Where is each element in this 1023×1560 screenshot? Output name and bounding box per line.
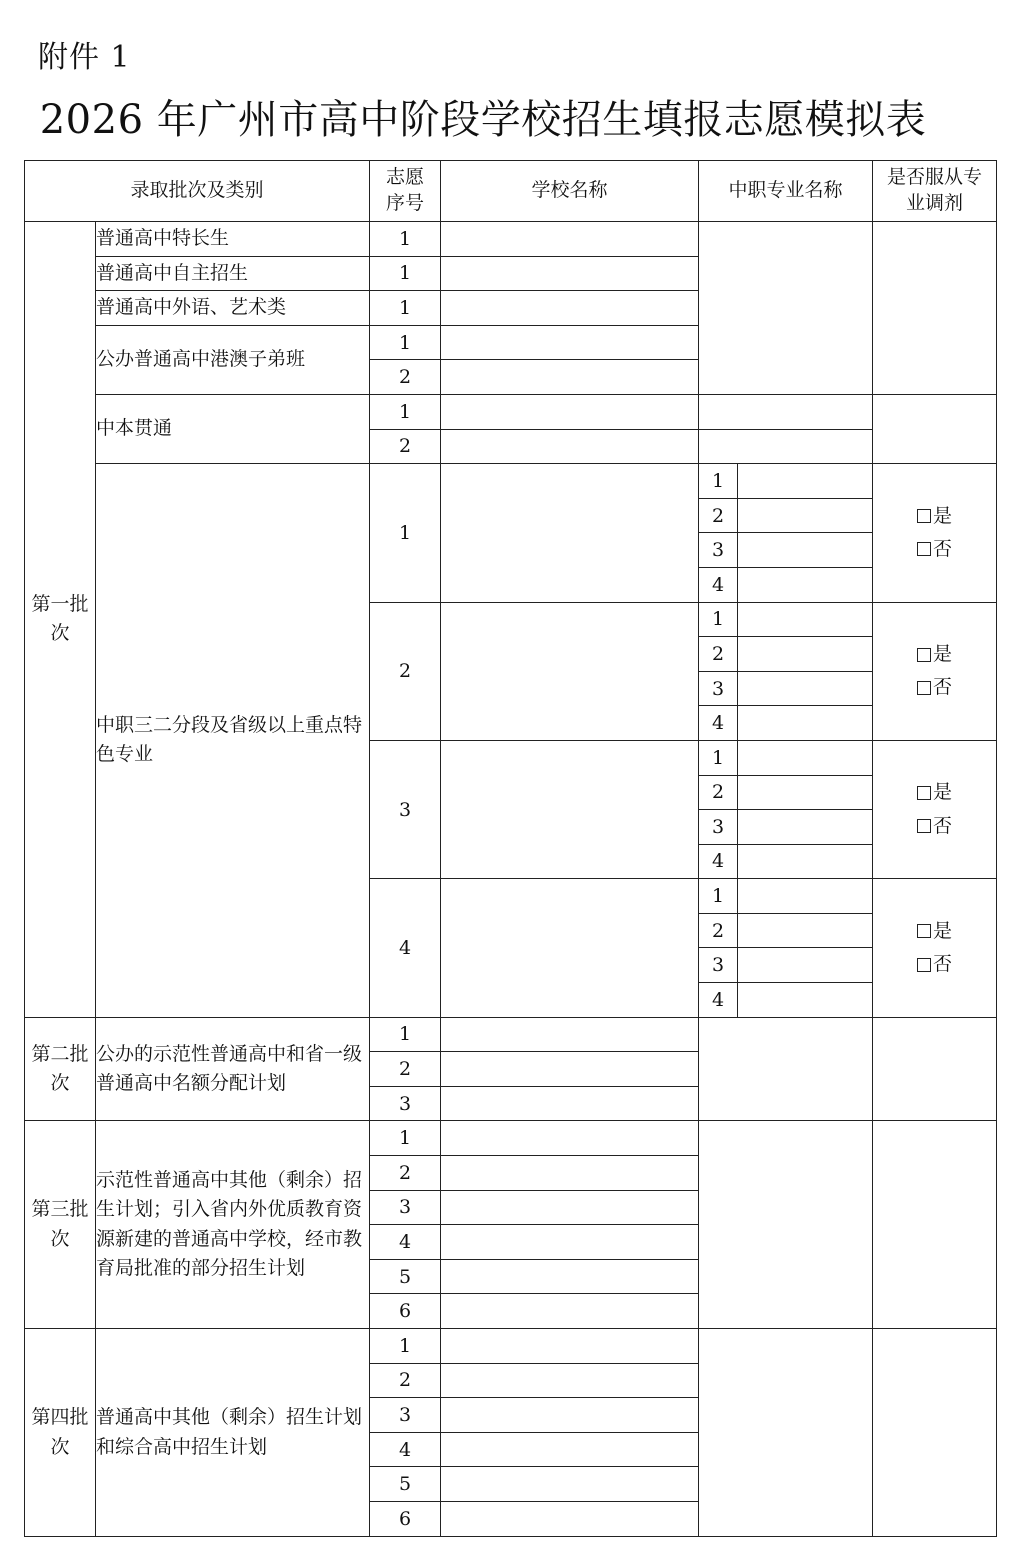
seq-number: 1 [370, 394, 441, 429]
school-name-input[interactable] [441, 256, 699, 291]
checkbox-yes[interactable] [917, 509, 931, 523]
school-name-input[interactable] [441, 879, 699, 1017]
adjust-choice-cell [873, 879, 997, 1017]
school-name-input[interactable] [441, 1501, 699, 1536]
major-name-cell [699, 1329, 873, 1537]
seq-number: 2 [370, 1156, 441, 1191]
major-name-input[interactable] [738, 740, 873, 775]
school-name-input[interactable] [441, 1156, 699, 1191]
category-label: 中本贯通 [96, 394, 370, 463]
major-name-input[interactable] [738, 533, 873, 568]
major-seq-number: 4 [699, 983, 738, 1018]
seq-number: 3 [370, 740, 441, 878]
major-seq-number: 2 [699, 637, 738, 672]
major-name-input[interactable] [699, 394, 873, 429]
major-seq-number: 2 [699, 498, 738, 533]
school-name-input[interactable] [441, 740, 699, 878]
major-name-input[interactable] [738, 567, 873, 602]
category-label: 中职三二分段及省级以上重点特色专业 [96, 464, 370, 1018]
adjust-choice-cell [873, 602, 997, 740]
school-name-input[interactable] [441, 222, 699, 257]
school-name-input[interactable] [441, 394, 699, 429]
header-batch-category: 录取批次及类别 [25, 161, 370, 222]
seq-number: 6 [370, 1294, 441, 1329]
seq-number: 2 [370, 429, 441, 464]
seq-number: 6 [370, 1501, 441, 1536]
adjust-option-label: 是 [933, 781, 953, 804]
batch-label: 第一批次 [25, 222, 96, 1018]
major-name-input[interactable] [699, 429, 873, 464]
school-name-input[interactable] [441, 1432, 699, 1467]
major-name-input[interactable] [738, 498, 873, 533]
adjust-choice-cell [873, 740, 997, 878]
major-seq-number: 4 [699, 567, 738, 602]
seq-number: 4 [370, 1225, 441, 1260]
adjust-cell [873, 394, 997, 463]
seq-number: 3 [370, 1398, 441, 1433]
major-seq-number: 3 [699, 671, 738, 706]
seq-number: 2 [370, 360, 441, 395]
seq-number: 4 [370, 879, 441, 1017]
school-name-input[interactable] [441, 1467, 699, 1502]
seq-number: 2 [370, 1052, 441, 1087]
category-label: 普通高中其他（剩余）招生计划和综合高中招生计划 [96, 1329, 370, 1537]
seq-number: 2 [370, 602, 441, 740]
school-name-input[interactable] [441, 1294, 699, 1329]
adjust-option-yes[interactable] [873, 776, 996, 809]
seq-number: 5 [370, 1259, 441, 1294]
major-seq-number: 2 [699, 775, 738, 810]
adjust-option-label: 否 [933, 814, 953, 837]
page-title: 2026 年广州市高中阶段学校招生填报志愿模拟表 [39, 97, 927, 143]
seq-number: 1 [370, 1329, 441, 1364]
adjust-option-no[interactable] [873, 810, 996, 843]
major-seq-number: 4 [699, 844, 738, 879]
major-name-input[interactable] [738, 879, 873, 914]
category-label: 普通高中外语、艺术类 [96, 291, 370, 326]
batch-label: 第二批次 [25, 1017, 96, 1121]
adjust-option-label: 是 [933, 504, 953, 527]
major-seq-number: 3 [699, 948, 738, 983]
adjust-option-no[interactable] [873, 533, 996, 566]
seq-number: 1 [370, 256, 441, 291]
adjust-option-label: 否 [933, 537, 953, 560]
school-name-input[interactable] [441, 602, 699, 740]
school-name-input[interactable] [441, 1259, 699, 1294]
school-name-input[interactable] [441, 1225, 699, 1260]
seq-number: 3 [370, 1086, 441, 1121]
major-name-input[interactable] [738, 983, 873, 1018]
category-label: 公办普通高中港澳子弟班 [96, 325, 370, 394]
checkbox-yes[interactable] [917, 924, 931, 938]
school-name-input[interactable] [441, 1052, 699, 1087]
seq-number: 2 [370, 1363, 441, 1398]
attachment-label: 附件 1 [38, 40, 131, 75]
school-name-input[interactable] [441, 464, 699, 602]
checkbox-yes[interactable] [917, 648, 931, 662]
adjust-option-yes[interactable] [873, 638, 996, 671]
major-name-cell [699, 222, 873, 395]
seq-number: 1 [370, 1017, 441, 1052]
major-name-input[interactable] [738, 464, 873, 499]
adjust-option-yes[interactable] [873, 500, 996, 533]
major-seq-number: 1 [699, 879, 738, 914]
major-name-input[interactable] [738, 844, 873, 879]
major-seq-number: 4 [699, 706, 738, 741]
seq-number: 3 [370, 1190, 441, 1225]
application-form-table [24, 160, 997, 1537]
adjust-cell [873, 1121, 997, 1329]
category-label: 普通高中特长生 [96, 222, 370, 257]
major-name-cell [699, 1121, 873, 1329]
seq-number: 4 [370, 1432, 441, 1467]
adjust-option-no[interactable] [873, 671, 996, 704]
major-seq-number: 1 [699, 740, 738, 775]
header-seq: 志愿序号 [370, 161, 441, 222]
checkbox-no[interactable] [917, 958, 931, 972]
school-name-input[interactable] [441, 1363, 699, 1398]
checkbox-no[interactable] [917, 681, 931, 695]
school-name-input[interactable] [441, 1017, 699, 1052]
adjust-option-label: 是 [933, 919, 953, 942]
header-adjust: 是否服从专业调剂 [873, 161, 997, 222]
category-label: 示范性普通高中其他（剩余）招生计划；引入省内外优质教育资源新建的普通高中学校，经市教育局批准的部分招生计划 [96, 1121, 370, 1329]
batch-label: 第三批次 [25, 1121, 96, 1329]
school-name-input[interactable] [441, 1121, 699, 1156]
major-name-input[interactable] [738, 637, 873, 672]
category-label: 公办的示范性普通高中和省一级普通高中名额分配计划 [96, 1017, 370, 1121]
category-label: 普通高中自主招生 [96, 256, 370, 291]
major-name-input[interactable] [738, 948, 873, 983]
checkbox-no[interactable] [917, 819, 931, 833]
header-major: 中职专业名称 [699, 161, 873, 222]
seq-number: 5 [370, 1467, 441, 1502]
adjust-option-label: 是 [933, 642, 953, 665]
seq-number: 1 [370, 222, 441, 257]
seq-number: 1 [370, 325, 441, 360]
adjust-option-no[interactable] [873, 948, 996, 981]
adjust-cell [873, 222, 997, 395]
school-name-input[interactable] [441, 1329, 699, 1364]
seq-number: 1 [370, 464, 441, 602]
major-name-input[interactable] [738, 602, 873, 637]
major-seq-number: 1 [699, 602, 738, 637]
seq-number: 1 [370, 1121, 441, 1156]
seq-number: 1 [370, 291, 441, 326]
major-seq-number: 2 [699, 913, 738, 948]
major-seq-number: 3 [699, 533, 738, 568]
batch-label: 第四批次 [25, 1329, 96, 1537]
adjust-option-yes[interactable] [873, 915, 996, 948]
school-name-input[interactable] [441, 429, 699, 464]
adjust-cell [873, 1017, 997, 1121]
major-name-input[interactable] [738, 810, 873, 845]
school-name-input[interactable] [441, 1086, 699, 1121]
adjust-option-label: 否 [933, 952, 953, 975]
header-school: 学校名称 [441, 161, 699, 222]
adjust-cell [873, 1329, 997, 1537]
major-name-input[interactable] [738, 913, 873, 948]
checkbox-no[interactable] [917, 542, 931, 556]
school-name-input[interactable] [441, 325, 699, 360]
adjust-option-label: 否 [933, 676, 953, 699]
school-name-input[interactable] [441, 291, 699, 326]
major-name-cell [699, 1017, 873, 1121]
major-name-input[interactable] [738, 775, 873, 810]
checkbox-yes[interactable] [917, 786, 931, 800]
major-seq-number: 3 [699, 810, 738, 845]
major-name-input[interactable] [738, 706, 873, 741]
school-name-input[interactable] [441, 1398, 699, 1433]
school-name-input[interactable] [441, 360, 699, 395]
major-name-input[interactable] [738, 671, 873, 706]
adjust-choice-cell [873, 464, 997, 602]
major-seq-number: 1 [699, 464, 738, 499]
school-name-input[interactable] [441, 1190, 699, 1225]
